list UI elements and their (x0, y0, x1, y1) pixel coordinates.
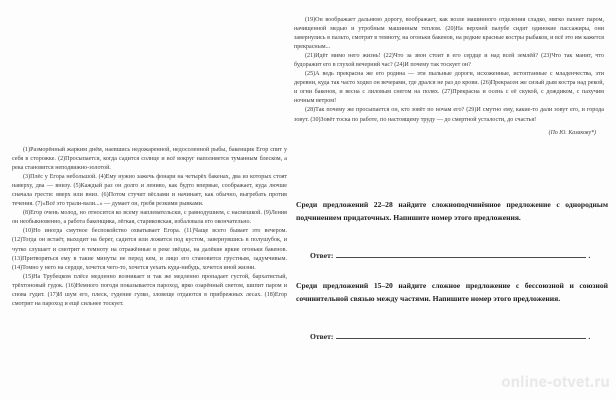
task-text-2: Среди предложений 15–20 найдите сложное предложение с бессоюзной и союзной сочинительной связью между частями. Напишите номер этого предложения. (296, 281, 608, 303)
passage-paragraph: (25)А ведь прекрасна же его родина — эти пыльные дороги, исхоженные, истоптанные с младенчества, эти деревни, куда так часто ходил он вечерами, где дрался не раз до крови. (26)Прекрасен же сизый дым костра над рекой, и огни бакенов, и весна с лиловым снегом на полях. (27)Прекрасна и осень с её скукой, с дождиком, с пахучим ночным ветром! (294, 71, 604, 105)
right-column (294, 0, 616, 400)
passage-left (12, 146, 287, 309)
answer-input-2[interactable] (336, 332, 586, 339)
answer-label-2: Ответ: (310, 332, 334, 341)
answer-terminator-1: . (588, 251, 591, 260)
task-prompt-2 (296, 280, 608, 305)
passage-paragraph: (15)На Трубецком плёсе медленно возникает и так же медленно пропадает густой, бархатистый, трёхтоновый гудок. (16)Немного погодя показывается пароход, ярко озарённый светом, шипит паром и снова гудит. (17)И шум его, плеск, гудение гулко, зловеще отдаются в прибрежных лесах. (18)Егор смотрит на пароход и ещё сильнее тоскует. (12, 273, 287, 307)
answer-row-1[interactable] (310, 251, 590, 260)
passage-paragraph: (21)Идёт мимо него жизнь! (22)Что за звон стоит в его сердце и над всей землёй? (23)Что так манит, что будоражит его в глухой вечерний час? (24)И почему так тоскует он? (294, 53, 604, 69)
passage-attribution: (По Ю. Казакову*) (548, 129, 596, 136)
passage-paragraph: (19)Он воображает дальнюю дорогу, воображает, как возле машинного отделения сладко, мягко пахнет паром, начищенной медью и утробным машинным теплом. (20)На верхней палубе сидят одинокие пассажиры, они завернулись в пальто, смотрят в темноту, на огоньки бакенов, на редкие красные костры рыбаков, и всё это им кажется прекрасным... (294, 17, 604, 51)
passage-paragraph: (3)Плёс у Егора небольшой. (4)Ему нужно зажечь фонари на четырёх бакенах, два из которых стоят наверху, два — внизу. (5)Каждый раз он долго и лениво, как будто впервые, соображает, куда лючше сначала грести: вверх или вниз. (6)Потом стучит вёслами и начинает, как обычно, выгребать против течения. (7)«Всё это трали-вали...» — думает он, гребя резкими рывками. (12, 174, 287, 208)
passage-paragraph: (28)Так почему же просыпается он, кто зовёт по ночам его? (29)И смутно ему, какие-то дали зовут его, и города зовут. (30)Зовёт тоска по работе, по настоящему труду — до смертной усталости, до счастья! (294, 107, 604, 123)
passage-paragraph: (8)Егор очень молод, но относится ко всему наплевательски, с равнодушием, с насмешкой. (9)Ленив он необыкновенно, а работа бакенщика, лёгкая, стариковская, избаловала его окончательно. (12, 210, 287, 226)
task-prompt-1 (296, 199, 608, 224)
passage-paragraph: (1)Разморённый жарким днём, наевшись недожаренной, недосоленной рыбы, бакенщик Егор спит у себя в сторожке. (2)Просыпается, когда садится солнце и всё вокруг наполняется туманным блеском, а река становится неподвижно-золотой. (12, 147, 287, 172)
passage-right (294, 16, 604, 138)
task-text-1: Среди предложений 22–28 найдите сложноподчинённое предложение с однородным подчинением придаточных. Напишите номер этого предложения. (296, 200, 608, 222)
site-watermark: online-otvet.ru (501, 374, 610, 391)
left-column (0, 0, 300, 400)
answer-label-1: Ответ: (310, 251, 334, 260)
passage-paragraph: (10)Но иногда смутное беспокойство охватывает Егора. (11)Чаще всего бывает это вечером. (12)Тогда он встаёт, выходит на берег, садится или ложится под кустом, завернувшись в полушубок, и чутко слушает и смотрит в темноту на отражённые в реке звёзды, на далёкие яркие огоньки бакенов. (13)Притворяться ему в такие минуты не перед кем, и лицо его становится грустным, задумчивым. (14)Томно у него на сердце, хочется чего-то, хочется уехать куда-нибудь, хочется иной жизни. (12, 228, 287, 271)
answer-row-2[interactable] (310, 332, 590, 341)
answer-terminator-2: . (588, 332, 591, 341)
answer-input-1[interactable] (336, 251, 586, 258)
